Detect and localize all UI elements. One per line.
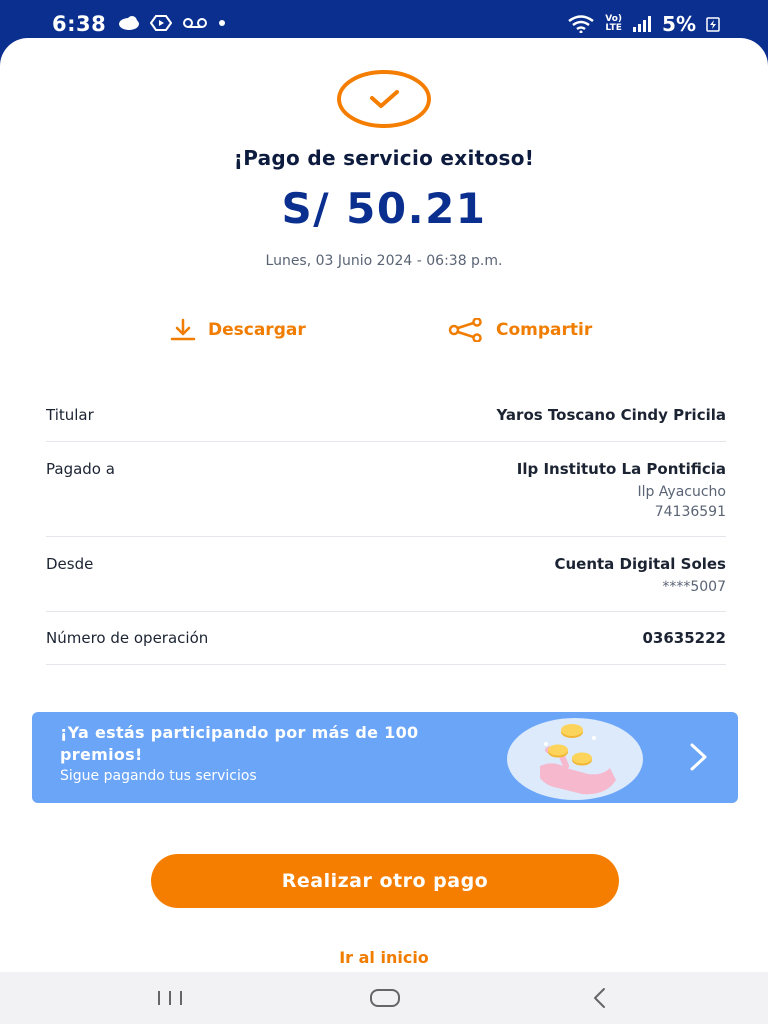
- share-label: Compartir: [496, 320, 593, 340]
- source-account: Cuenta Digital Soles: [554, 555, 726, 573]
- home-nav-icon: [369, 987, 401, 1009]
- dot-icon: [218, 19, 226, 27]
- detail-row-pagado-a: [46, 442, 726, 537]
- detail-row-desde: [46, 537, 726, 612]
- payment-date: Lunes, 03 Junio 2024 - 06:38 p.m.: [265, 253, 503, 269]
- status-time: 6:38: [52, 12, 107, 36]
- go-home-link[interactable]: Ir al inicio: [339, 948, 429, 967]
- promo-subtitle: Sigue pagando tus servicios: [60, 768, 257, 784]
- home-nav-button[interactable]: [345, 972, 425, 1024]
- operation-number: 03635222: [642, 629, 726, 647]
- wifi-icon: [567, 15, 595, 33]
- detail-label: Titular: [46, 406, 94, 424]
- payment-amount: S/ 50.21: [281, 184, 487, 233]
- back-icon: [590, 987, 610, 1009]
- new-payment-button[interactable]: Realizar otro pago: [151, 854, 619, 908]
- recent-apps-button[interactable]: [130, 972, 210, 1024]
- payee-name: Ilp Instituto La Pontificia: [516, 460, 726, 478]
- voicemail-icon: [182, 17, 208, 29]
- recent-apps-icon: [155, 989, 185, 1007]
- detail-row-titular: [46, 390, 726, 442]
- cloud-icon: [118, 15, 140, 31]
- detail-row-operacion: [46, 612, 726, 665]
- detail-label: Pagado a: [46, 460, 115, 478]
- system-nav-bar: [0, 972, 768, 1024]
- detail-values: [496, 406, 726, 424]
- titular-name: Yaros Toscano Cindy Pricila: [496, 406, 726, 424]
- detail-values: [643, 629, 727, 647]
- promo-title: ¡Ya estás participando por más de 100 premios!: [60, 723, 419, 764]
- volte-indicator: [605, 15, 622, 33]
- detail-label: Número de operación: [46, 629, 209, 647]
- notification-icons: [118, 14, 226, 32]
- promo-banner[interactable]: [32, 712, 738, 803]
- media-icon: [150, 14, 172, 32]
- battery-charging-icon: [706, 16, 720, 32]
- check-circle-icon: [336, 70, 432, 128]
- payee-branch: Ilp Ayacucho: [637, 484, 726, 500]
- chevron-right-icon: [688, 742, 710, 772]
- detail-values: [554, 555, 726, 595]
- battery-percent: 5%: [662, 12, 696, 36]
- share-icon: [448, 318, 484, 342]
- volte-top: Vo): [605, 14, 623, 24]
- back-nav-button[interactable]: [560, 972, 640, 1024]
- download-icon: [170, 318, 196, 342]
- page-title: ¡Pago de servicio exitoso!: [233, 146, 535, 170]
- share-button[interactable]: [448, 318, 592, 342]
- coins-hand-icon: [506, 716, 644, 800]
- detail-label: Desde: [46, 555, 94, 573]
- payment-details: [46, 390, 726, 665]
- source-account-number: ****5007: [662, 579, 726, 595]
- download-button[interactable]: [170, 318, 306, 342]
- receipt-sheet: [0, 38, 768, 972]
- download-label: Descargar: [208, 320, 306, 340]
- status-right: [567, 12, 720, 36]
- volte-bottom: LTE: [605, 23, 622, 33]
- detail-values: [517, 460, 726, 520]
- payee-code: 74136591: [654, 504, 726, 520]
- signal-icon: [632, 16, 652, 32]
